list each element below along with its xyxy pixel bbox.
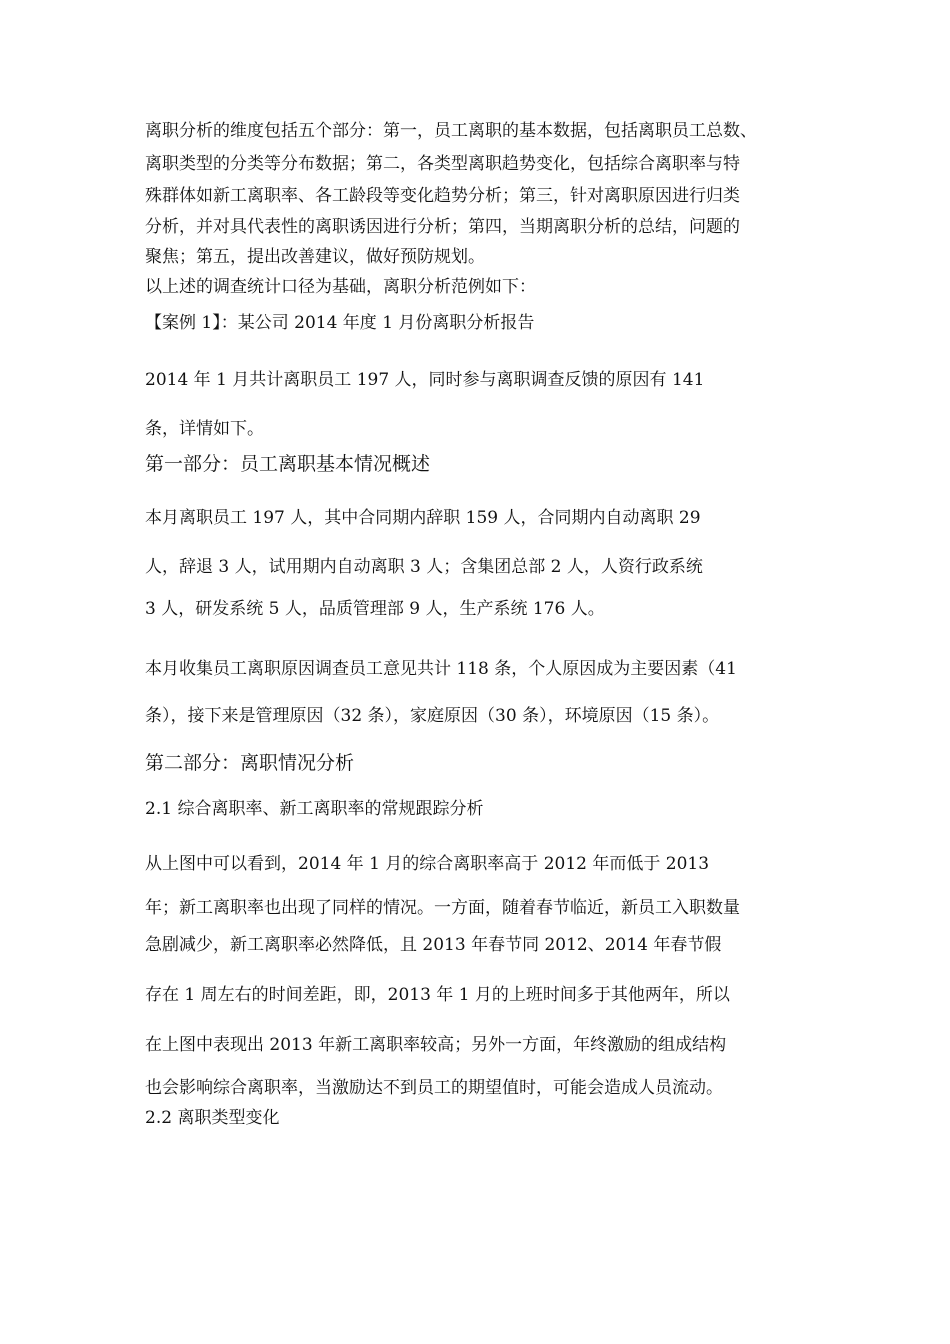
summary-line-2: 条，详情如下。 — [145, 419, 264, 439]
case-title: 【案例 1】：某公司 2014 年度 1 月份离职分析报告 — [145, 313, 535, 333]
intro-line-5: 聚焦；第五，提出改善建议，做好预防规划。 — [145, 247, 485, 267]
summary-line-1: 2014 年 1 月共计离职员工 197 人，同时参与离职调查反馈的原因有 141 — [145, 370, 705, 390]
intro-line-3: 殊群体如新工离职率、各工龄段等变化趋势分析；第三，针对离职原因进行归类 — [145, 186, 740, 206]
part2-p1-line-3: 急剧减少，新工离职率必然降低，且 2013 年春节同 2012、2014 年春节假 — [145, 935, 722, 955]
part1-p1-line-3: 3 人，研发系统 5 人，品质管理部 9 人，生产系统 176 人。 — [145, 599, 605, 619]
intro-line-2: 离职类型的分类等分布数据；第二，各类型离职趋势变化，包括综合离职率与特 — [145, 154, 740, 174]
intro-line-4: 分析，并对具代表性的离职诱因进行分析；第四，当期离职分析的总结，问题的 — [145, 217, 740, 237]
part2-p1-line-1: 从上图中可以看到，2014 年 1 月的综合离职率高于 2012 年而低于 2013 — [145, 854, 710, 874]
part2-p1-line-4: 存在 1 周左右的时间差距，即，2013 年 1 月的上班时间多于其他两年，所以 — [145, 985, 730, 1005]
part1-p2-line-2: 条），接下来是管理原因（32 条），家庭原因（30 条），环境原因（15 条）。 — [145, 706, 720, 726]
part1-p2-line-1: 本月收集员工离职原因调查员工意见共计 118 条，个人原因成为主要因素（41 — [145, 659, 737, 679]
intro-line-1: 离职分析的维度包括五个部分：第一，员工离职的基本数据，包括离职员工总数、 — [145, 121, 757, 141]
intro-line-6: 以上述的调查统计口径为基础，离职分析范例如下： — [145, 277, 536, 297]
part2-p1-line-2: 年；新工离职率也出现了同样的情况。一方面，随着春节临近，新员工入职数量 — [145, 898, 740, 918]
part1-p1-line-2: 人，辞退 3 人，试用期内自动离职 3 人；含集团总部 2 人，人资行政系统 — [145, 557, 703, 577]
section-2-1-title: 2.1 综合离职率、新工离职率的常规跟踪分析 — [145, 799, 484, 819]
part2-heading: 第二部分：离职情况分析 — [145, 752, 355, 774]
part2-p1-line-5: 在上图中表现出 2013 年新工离职率较高；另外一方面，年终激励的组成结构 — [145, 1035, 727, 1055]
part2-p1-line-6: 也会影响综合离职率，当激励达不到员工的期望值时，可能会造成人员流动。 — [145, 1078, 723, 1098]
part1-heading: 第一部分：员工离职基本情况概述 — [145, 453, 431, 475]
part1-p1-line-1: 本月离职员工 197 人，其中合同期内辞职 159 人，合同期内自动离职 29 — [145, 508, 701, 528]
section-2-2-title: 2.2 离职类型变化 — [145, 1108, 280, 1128]
